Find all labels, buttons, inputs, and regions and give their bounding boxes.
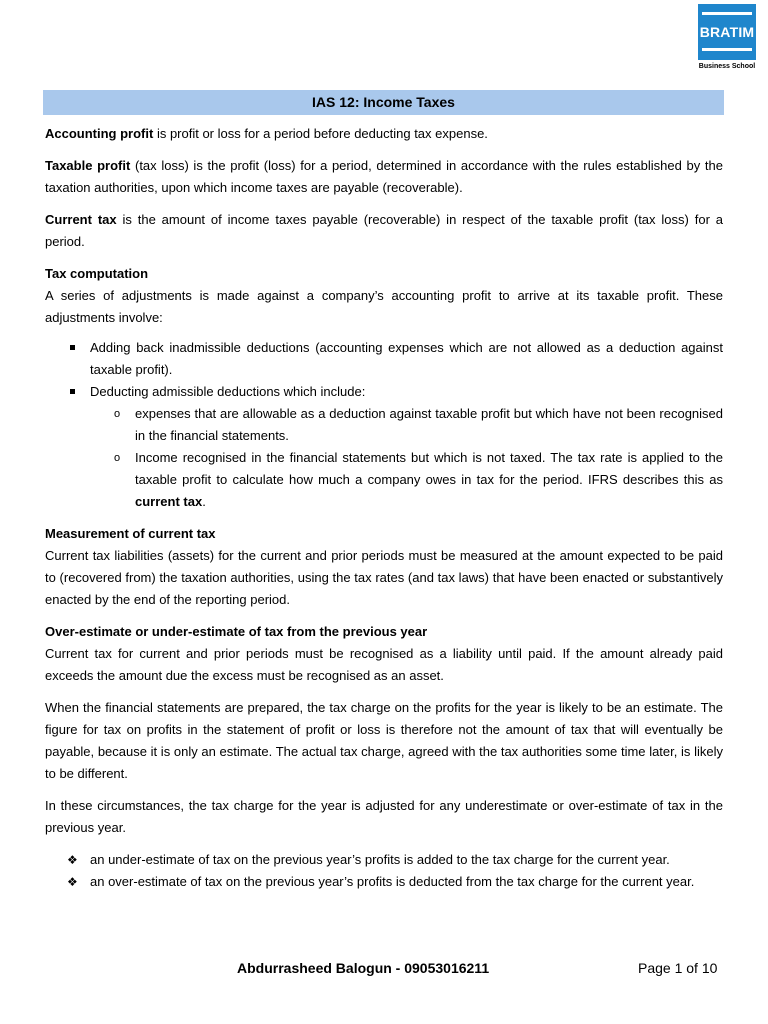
logo-subtitle: Business School xyxy=(698,63,756,70)
document-body xyxy=(45,123,723,893)
estimate-paragraph-1: Current tax for current and prior periods must be recognised as a liability until paid. If the amount already paid exceeds the amount due the excess must be recognised as an asset. xyxy=(45,646,723,683)
deductions-sublist xyxy=(90,403,723,513)
definition-current-tax xyxy=(45,209,723,253)
estimate-paragraph-2: When the financial statements are prepared, the tax charge on the profits for the year is likely to be an estimate. The figure for tax on profits in the statement of profit or loss is therefore not the amount of tax that will eventually be payable, because it is only an estimate. The actual tax charge, agreed with the tax authorities some time later, is likely to be different. xyxy=(45,700,723,781)
sublist-text: Income recognised in the financial statements but which is not taxed. The tax rate is applied to the taxable profit to calculate how much a company owes in tax for the period. IFRS describes this as xyxy=(135,450,723,487)
term: Taxable profit xyxy=(45,158,131,173)
tax-computation-intro: A series of adjustments is made against a company’s accounting profit to arrive at its taxable profit. These adjustments involve: xyxy=(45,288,723,325)
definition-text: is the amount of income taxes payable (recoverable) in respect of the taxable profit (tax loss) for a period. xyxy=(45,212,723,249)
definition-text: (tax loss) is the profit (loss) for a period, determined in accordance with the rules established by the taxation authorities, upon which income taxes are payable (recoverable). xyxy=(45,158,723,195)
term: Accounting profit xyxy=(45,126,154,141)
sublist-bold-term: current tax xyxy=(135,494,203,509)
list-item: ❖ an under-estimate of tax on the previous year’s profits is added to the tax charge for the current year. xyxy=(90,849,723,871)
adjustments-list xyxy=(45,337,723,513)
sublist-item: o expenses that are allowable as a deduction against taxable profit but which have not been recognised in the financial statements. xyxy=(135,403,723,447)
list-item-text: Deducting admissible deductions which include: xyxy=(90,384,366,399)
estimate-heading: Over-estimate or under-estimate of tax from the previous year xyxy=(45,624,428,639)
estimate-paragraph-3: In these circumstances, the tax charge for the year is adjusted for any underestimate or over-estimate of tax in the previous year. xyxy=(45,798,723,835)
definition-taxable-profit xyxy=(45,155,723,199)
tax-computation-heading: Tax computation xyxy=(45,266,149,281)
definition-text: is profit or loss for a period before deducting tax expense. xyxy=(153,126,488,141)
logo-name: BRATIM xyxy=(699,24,755,40)
logo-line-top xyxy=(702,12,752,15)
page-title: IAS 12: Income Taxes xyxy=(43,90,724,115)
list-item xyxy=(90,381,723,513)
sublist-end: . xyxy=(202,494,206,509)
term: Current tax xyxy=(45,212,117,227)
measurement-heading: Measurement of current tax xyxy=(45,526,216,541)
bratim-logo xyxy=(698,4,756,70)
logo-line-bottom xyxy=(702,48,752,51)
footer-author: Abdurrasheed Balogun - 09053016211 xyxy=(237,960,490,976)
list-item: ❖ an over-estimate of tax on the previous year’s profits is deducted from the tax charge for the current year. xyxy=(90,871,723,893)
list-item: Adding back inadmissible deductions (accounting expenses which are not allowed as a deduction against taxable profit). xyxy=(90,337,723,381)
page-number: Page 1 of 10 xyxy=(638,960,718,976)
measurement-text: Current tax liabilities (assets) for the current and prior periods must be measured at the amount expected to be paid to (recovered from) the taxation authorities, using the tax rates (and tax laws) that have been enacted or substantively enacted by the end of the reporting period. xyxy=(45,548,723,607)
sublist-item xyxy=(135,447,723,513)
logo-mark xyxy=(698,4,756,60)
estimate-list xyxy=(45,849,723,893)
definition-accounting-profit xyxy=(45,123,723,145)
